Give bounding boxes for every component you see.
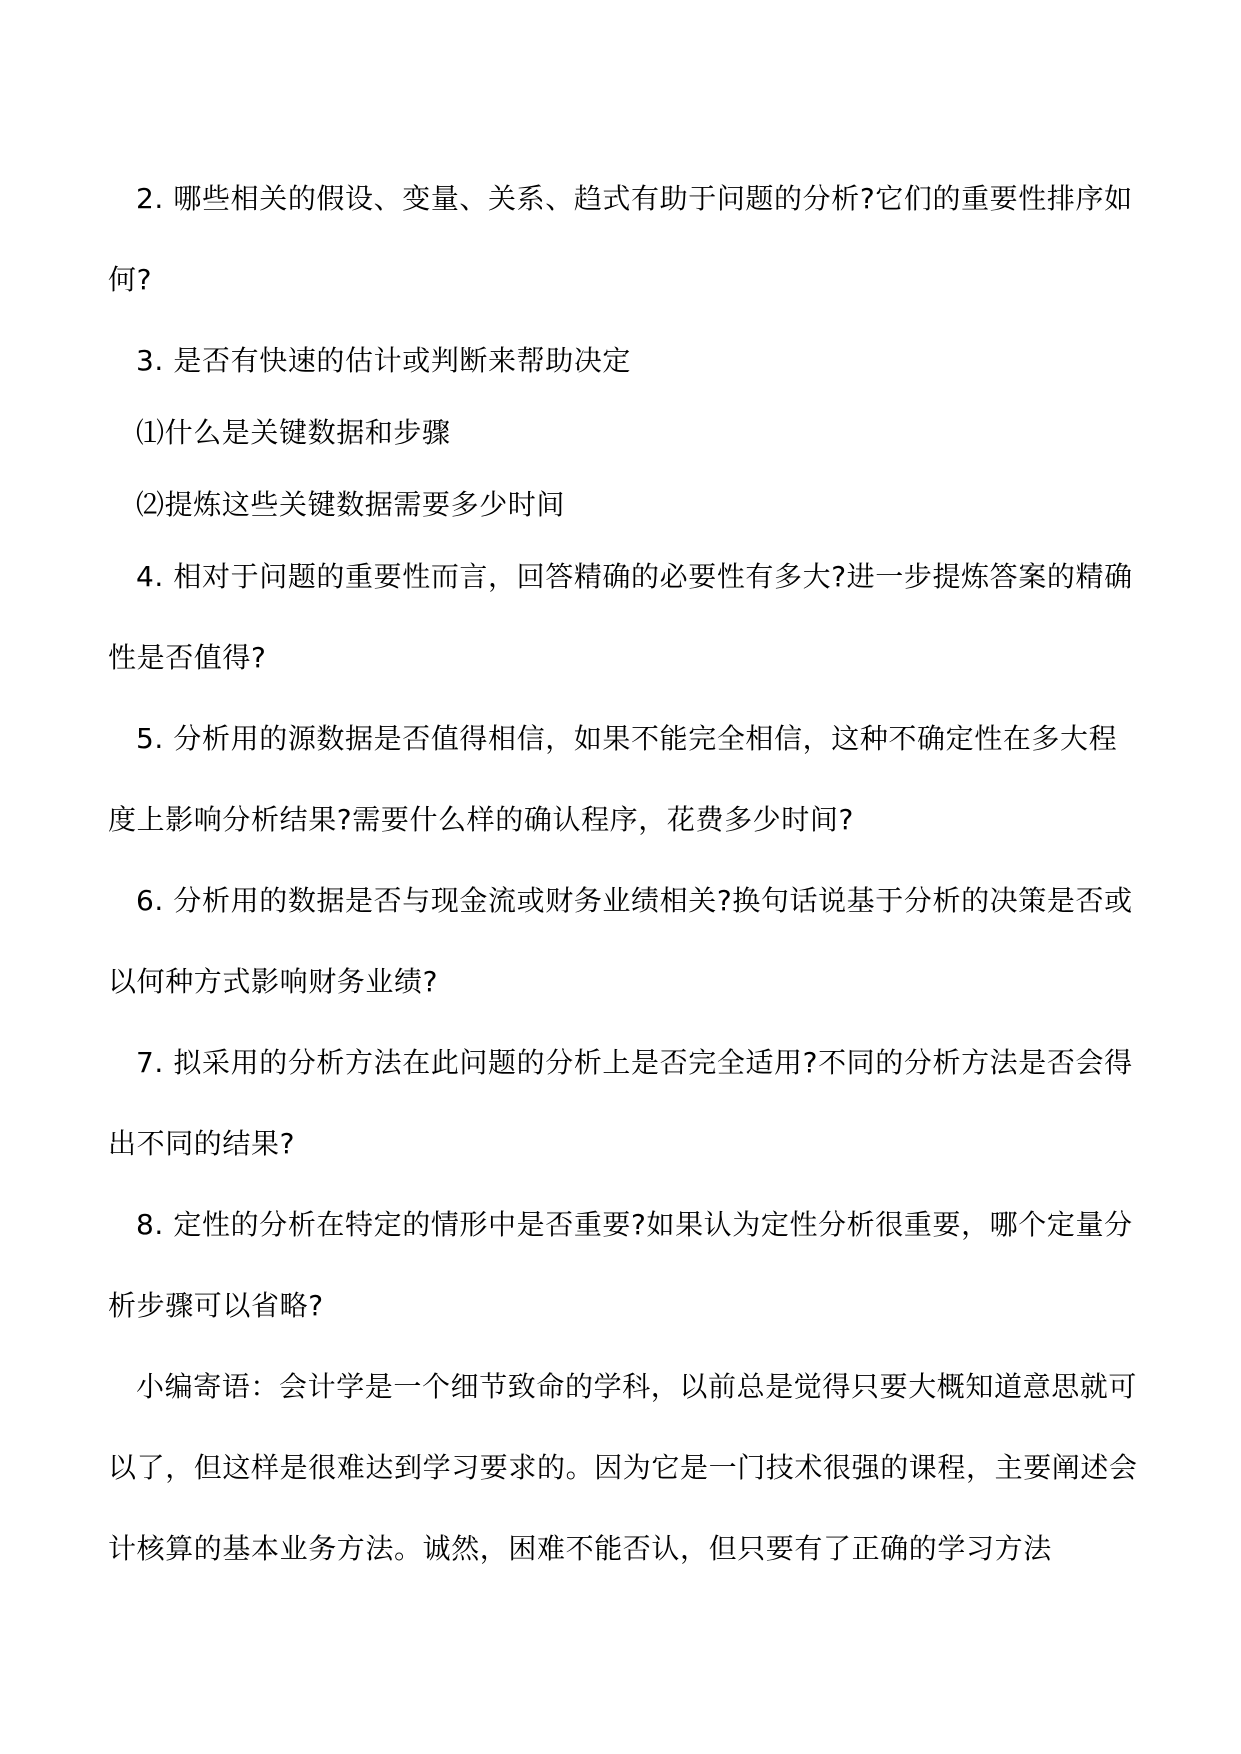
document-body — [108, 158, 1138, 1589]
sub-item-1: ⑴什么是关键数据和步骤 — [136, 416, 451, 449]
paragraph-5: 5. 分析用的源数据是否值得相信，如果不能完全相信，这种不确定性在多大程度上影响分析结果?需要什么样的确认程序，花费多少时间? — [108, 722, 1118, 836]
sub-item-2: ⑵提炼这些关键数据需要多少时间 — [136, 488, 566, 521]
paragraph-8: 8. 定性的分析在特定的情形中是否重要?如果认为定性分析很重要，哪个定量分析步骤可以省略? — [108, 1208, 1133, 1322]
paragraph-6: 6. 分析用的数据是否与现金流或财务业绩相关?换句话说基于分析的决策是否或以何种方式影响财务业绩? — [108, 884, 1133, 998]
closing-paragraph: 小编寄语：会计学是一个细节致命的学科，以前总是觉得只要大概知道意思就可以了，但这样是很难达到学习要求的。因为它是一门技术很强的课程，主要阐述会计核算的基本业务方法。诚然，困难不能否认，但只要有了正确的学习方法 — [108, 1370, 1138, 1565]
paragraph-3: 3. 是否有快速的估计或判断来帮助决定 — [136, 344, 632, 377]
paragraph-4: 4. 相对于问题的重要性而言，回答精确的必要性有多大?进一步提炼答案的精确性是否值得? — [108, 560, 1133, 674]
paragraph-2: 2. 哪些相关的假设、变量、关系、趋式有助于问题的分析?它们的重要性排序如何? — [108, 182, 1133, 296]
paragraph-7: 7. 拟采用的分析方法在此问题的分析上是否完全适用?不同的分析方法是否会得出不同的结果? — [108, 1046, 1133, 1160]
